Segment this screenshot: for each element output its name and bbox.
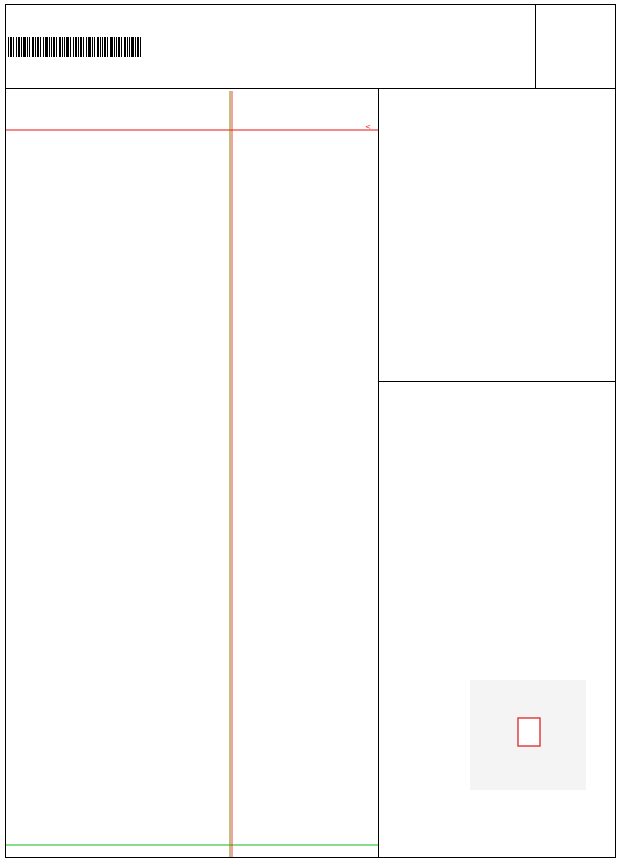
col-brand (559, 101, 593, 114)
qr-code (470, 680, 586, 818)
design-stats (538, 5, 542, 70)
stops-divider (378, 381, 616, 382)
col-stitches (436, 101, 464, 114)
col-element (593, 101, 617, 114)
table-header-row (380, 101, 617, 114)
stat-stitches (538, 5, 542, 18)
stat-scale (538, 57, 542, 70)
col-code (464, 101, 487, 114)
header-divider (5, 88, 616, 89)
col-swatch (420, 101, 436, 114)
design-panel-divider (378, 88, 379, 858)
stat-height (538, 31, 542, 44)
stats-divider (535, 4, 536, 88)
design-preview (6, 91, 378, 857)
stat-width (538, 44, 542, 57)
col-needle (398, 101, 420, 114)
stop-sequence-table (380, 101, 617, 114)
stat-colors (538, 18, 542, 31)
barcode (8, 37, 142, 57)
col-index (380, 101, 398, 114)
guide-marker: < (365, 123, 371, 131)
col-description (487, 101, 559, 114)
